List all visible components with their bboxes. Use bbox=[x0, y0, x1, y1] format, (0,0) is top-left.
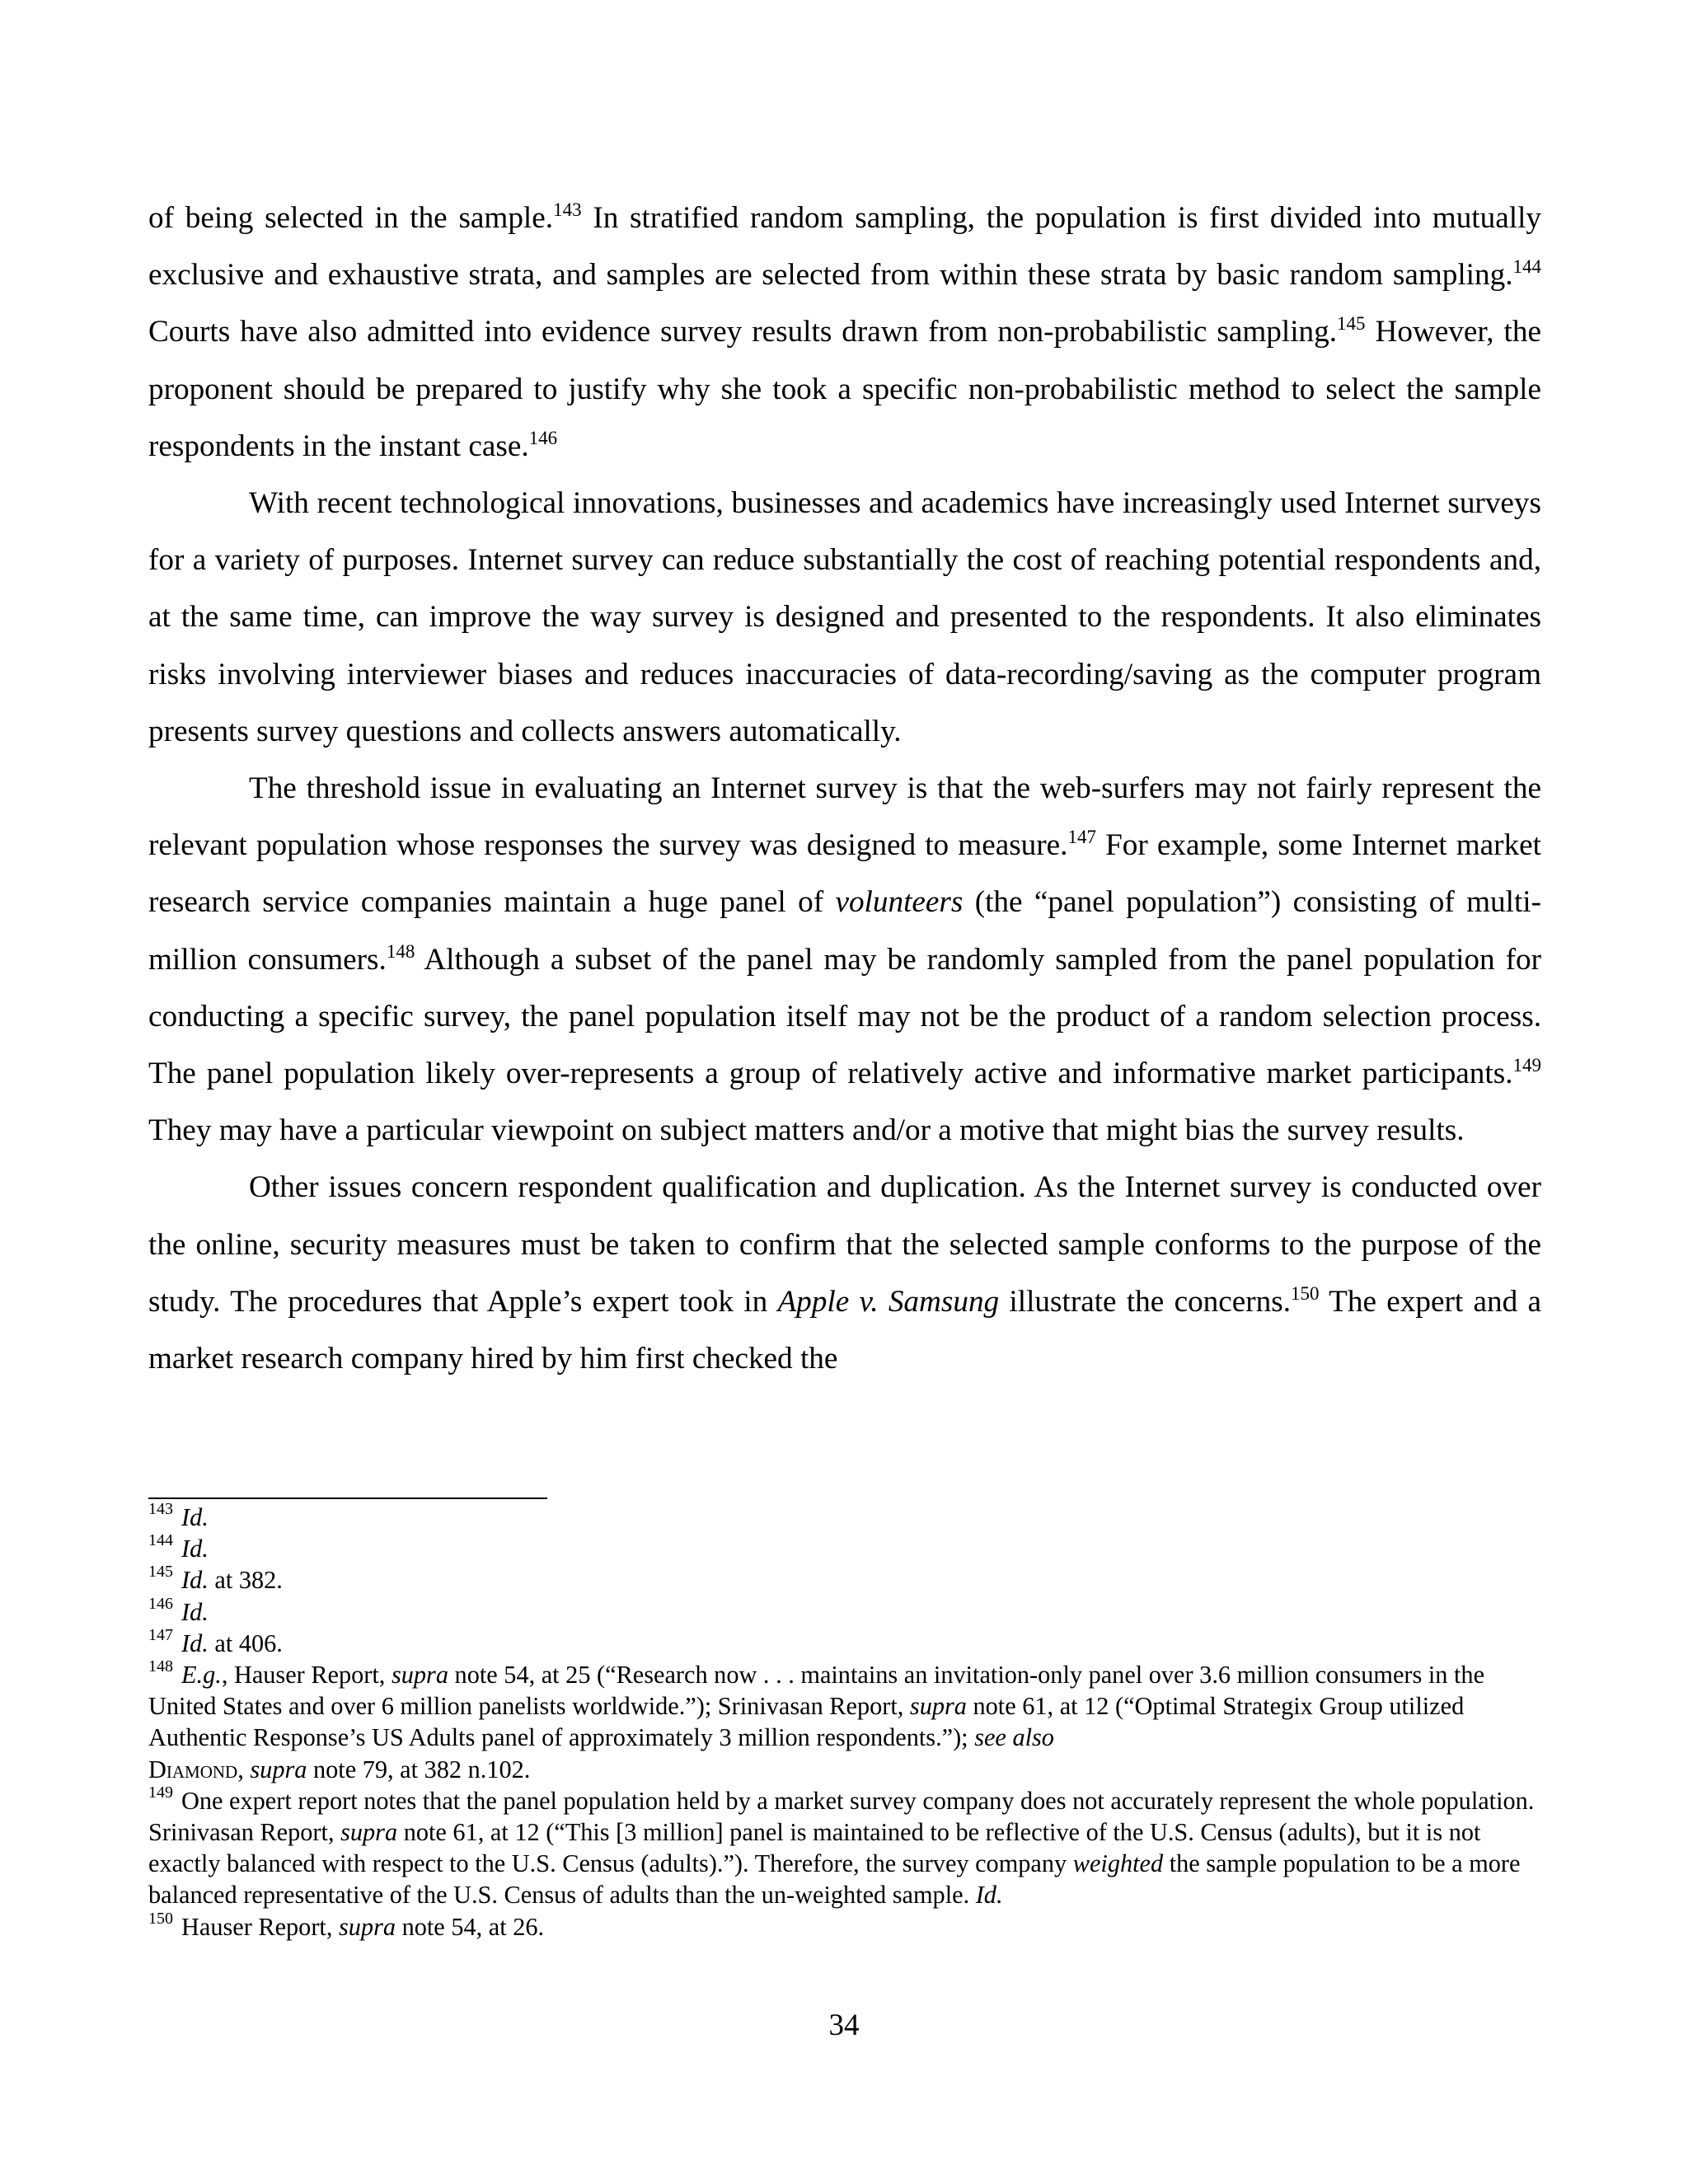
citation-text: the sample population to be a more balanced representative of the U.S. Census of adults than the un-weighted sample. bbox=[148, 1849, 1521, 1910]
citation-text: Hauser Report, bbox=[181, 1912, 339, 1941]
footnote-number: 148 bbox=[148, 1657, 173, 1676]
text-run: In stratified random sampling, the population is first divided into mutually exclusive and exhaustive strata, and samples are selected from within these strata by basic random sampling. bbox=[148, 201, 1541, 293]
citation-italic: supra bbox=[909, 1692, 967, 1721]
text-run: With recent technological innovations, businesses and academics have increasingly used Internet surveys for a variety of purposes. Internet survey can reduce substantially the cost of reaching potential respondents and, at the same time, can improve the way survey is designed and presented to the respondents. It also eliminates risks involving interviewer biases and reduces inaccuracies of data-recording/saving as the computer program presents survey questions and collects answers automatically. bbox=[148, 486, 1541, 748]
footnote-number: 147 bbox=[148, 1625, 173, 1644]
citation-text: , Hauser Report, bbox=[221, 1661, 392, 1690]
page-number: 34 bbox=[828, 2008, 860, 2042]
author-smallcaps: Diamond bbox=[148, 1755, 238, 1783]
text-run: of being selected in the sample. bbox=[148, 201, 554, 235]
citation-text: note 54, at 26. bbox=[396, 1912, 545, 1941]
text-run: The expert and a market research company hired by him first checked the bbox=[148, 1284, 1541, 1376]
footnote-145 bbox=[148, 1564, 1541, 1596]
footnote-separator bbox=[148, 1497, 547, 1499]
citation-italic: supra bbox=[340, 1818, 398, 1847]
footnote-ref-148[interactable]: 148 bbox=[386, 940, 415, 962]
footnote-number: 150 bbox=[148, 1909, 173, 1928]
citation-text: note 79, at 382 n.102. bbox=[307, 1755, 531, 1783]
footnote-ref-144[interactable]: 144 bbox=[1512, 255, 1541, 277]
citation-text: note 61, at 12 (“This [3 million] panel is maintained to be reflective of the U.S. Census (adults), but it is not exactly balanced with respect to the U.S. Census (adults).”). Therefore, the survey company bbox=[148, 1818, 1481, 1878]
footnote-149 bbox=[148, 1785, 1541, 1911]
citation-text: note 61, at 12 (“Optimal Strategix Group utilized Authentic Response’s US Adults panel of approximately 3 million respondents.”); bbox=[148, 1692, 1465, 1752]
text-run: Courts have also admitted into evidence survey results drawn from non-probabilistic sampling. bbox=[148, 315, 1338, 349]
paragraph-internet-surveys bbox=[148, 475, 1541, 760]
footnote-number: 143 bbox=[148, 1500, 173, 1518]
footnote-number: 144 bbox=[148, 1531, 173, 1550]
citation-italic: supra bbox=[338, 1912, 396, 1941]
citation-italic: Id. bbox=[181, 1597, 209, 1626]
text-run: For example, some Internet market research service companies maintain a huge panel of bbox=[148, 828, 1541, 920]
footnote-146 bbox=[148, 1596, 1541, 1628]
text-run: (the “panel population”) consisting of multi-million consumers. bbox=[148, 885, 1541, 977]
case-name: Apple v. Samsung bbox=[777, 1284, 1000, 1319]
main-body-text bbox=[148, 190, 1541, 1387]
citation-italic: supra bbox=[250, 1755, 307, 1783]
citation-text: note 54, at 25 (“Research now . . . maintains an invitation-only panel over 3.6 million consumers in the United States and over 6 million panelists worldwide.”); Srinivasan Report, bbox=[148, 1661, 1485, 1721]
citation-italic: supra bbox=[391, 1661, 448, 1690]
citation-italic: weighted bbox=[1072, 1849, 1164, 1878]
footnote-150 bbox=[148, 1911, 1541, 1943]
text-run: illustrate the concerns. bbox=[999, 1284, 1292, 1319]
text-run: Although a subset of the panel may be randomly sampled from the panel population for conducting a specific survey, the panel population itself may not be the product of a random selection process. The panel population likely over-represents a group of relatively active and informative market participants. bbox=[148, 942, 1541, 1091]
citation-italic: Id. bbox=[975, 1881, 1003, 1910]
footnote-148 bbox=[148, 1659, 1541, 1785]
footnote-ref-147[interactable]: 147 bbox=[1067, 826, 1096, 847]
text-run: The threshold issue in evaluating an Internet survey is that the web-surfers may not fairly represent the relevant population whose responses the survey was designed to measure. bbox=[148, 771, 1541, 863]
footnotes-section bbox=[148, 1502, 1541, 1943]
paragraph-sampling-continued bbox=[148, 190, 1541, 475]
citation-text: , bbox=[237, 1755, 251, 1783]
paragraph-other-issues bbox=[148, 1159, 1541, 1387]
citation-italic: Id. bbox=[181, 1629, 209, 1657]
footnote-ref-150[interactable]: 150 bbox=[1291, 1282, 1320, 1304]
citation-text: at 406. bbox=[208, 1629, 283, 1657]
italic-term: volunteers bbox=[835, 885, 964, 920]
citation-text: at 382. bbox=[208, 1566, 283, 1595]
text-run: Other issues concern respondent qualification and duplication. As the Internet survey is conducted over the online, security measures must be taken to confirm that the selected sample conforms to the purpose of the study. The procedures that Apple’s expert took in bbox=[148, 1170, 1541, 1319]
citation-text: One expert report notes that the panel population held by a market survey company does not accurately represent the whole population. Srinivasan Report, bbox=[148, 1786, 1535, 1847]
citation-italic: E.g. bbox=[181, 1661, 222, 1690]
footnote-ref-145[interactable]: 145 bbox=[1337, 313, 1366, 335]
citation-italic: see also bbox=[974, 1723, 1054, 1752]
footnote-ref-143[interactable]: 143 bbox=[553, 199, 582, 220]
footnote-ref-146[interactable]: 146 bbox=[528, 427, 558, 448]
citation-italic: Id. bbox=[181, 1566, 209, 1595]
footnote-144 bbox=[148, 1533, 1541, 1564]
footnote-147 bbox=[148, 1625, 1541, 1659]
text-run: They may have a particular viewpoint on subject matters and/or a motive that might bias the survey results. bbox=[148, 1113, 1465, 1148]
footnote-143 bbox=[148, 1502, 1541, 1533]
citation-italic: Id. bbox=[181, 1535, 209, 1563]
footnote-number: 146 bbox=[148, 1594, 173, 1613]
paragraph-threshold-issue bbox=[148, 760, 1541, 1159]
citation-italic: Id. bbox=[181, 1503, 209, 1531]
footnote-number: 149 bbox=[148, 1783, 173, 1802]
footnote-number: 145 bbox=[148, 1563, 173, 1582]
text-run: However, the proponent should be prepared to justify why she took a specific non-probabilistic method to select the sample respondents in the instant case. bbox=[148, 315, 1541, 463]
footnote-ref-149[interactable]: 149 bbox=[1512, 1054, 1541, 1076]
